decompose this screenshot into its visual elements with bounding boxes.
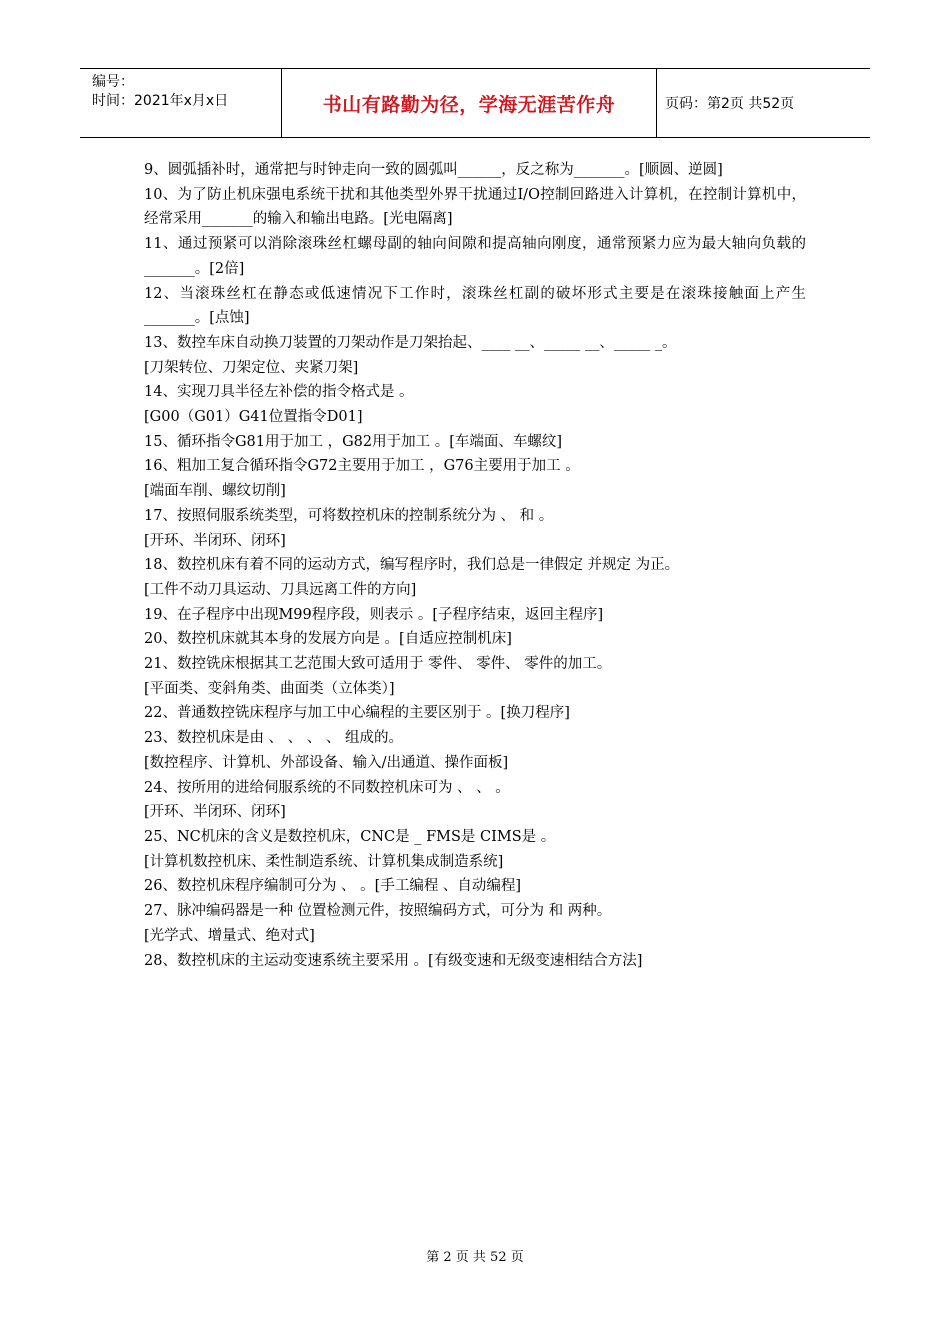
answer-line: [G00（G01）G41位置指令D01] [144, 409, 363, 426]
answer-line: [光学式、增量式、绝对式] [144, 927, 315, 944]
question-line: 15、循环指令G81用于加工 ，G82用于加工 。[车端面、车螺纹] [144, 433, 563, 450]
question-line: 10、为了防止机床强电系统干扰和其他类型外界干扰通过I/O控制回路进入计算机，在控制计算机中，经常采用_______的输入和输出电路。[光电隔离] [144, 186, 806, 228]
header-page-cell [657, 69, 870, 137]
number-label: 编号： [92, 74, 134, 90]
question-line: 20、数控机床就其本身的发展方向是 。[自适应控制机床] [144, 631, 512, 648]
question-list [144, 158, 806, 973]
answer-line: [数控程序、计算机、外部设备、输入/出通道、操作面板] [144, 754, 509, 771]
motto-text: 书山有路勤为径，学海无涯苦作舟 [322, 93, 616, 116]
answer-line: [工件不动刀具运动、刀具远离工件的方向] [144, 581, 417, 598]
answer-line: [开环、半闭环、闭环] [144, 532, 286, 549]
answer-line: [开环、半闭环、闭环] [144, 804, 286, 821]
question-line: 22、普通数控铣床程序与加工中心编程的主要区别于 。[换刀程序] [144, 705, 570, 722]
header-meta-cell [80, 69, 282, 137]
answer-line: [计算机数控机床、柔性制造系统、计算机集成制造系统] [144, 853, 504, 870]
question-line: 25、NC机床的含义是数控机床，CNC是 _ FMS是 CIMS是 。 [144, 828, 556, 845]
question-line: 11、通过预紧可以消除滚珠丝杠螺母副的轴向间隙和提高轴向刚度，通常预紧力应为最大轴向负载的_______。[2倍] [144, 236, 806, 277]
answer-line: [刀架转位、刀架定位、夹紧刀架] [144, 359, 359, 376]
question-line: 12、当滚珠丝杠在静态或低速情况下工作时，滚珠丝杠副的破坏形式主要是在滚珠接触面上产生_______。[点蚀] [144, 285, 806, 327]
page-info: 页码：第2页 共52页 [665, 96, 795, 112]
question-line: 14、实现刀具半径左补偿的指令格式是 。 [144, 384, 414, 401]
question-line: 21、数控铣床根据其工艺范围大致可适用于 零件、 零件、 零件的加工。 [144, 656, 612, 673]
answer-line: [端面车削、螺纹切削] [144, 483, 286, 500]
question-line: 19、在子程序中出现M99程序段，则表示 。[子程序结束，返回主程序] [144, 606, 604, 623]
question-line: 13、数控车床自动换刀装置的刀架动作是刀架抬起、____ __、_____ __、_____ _。 [144, 334, 677, 351]
question-line: 18、数控机床有着不同的运动方式，编写程序时，我们总是一律假定 并规定 为正。 [144, 557, 680, 574]
question-line: 24、按所用的进给伺服系统的不同数控机床可为 、 、 。 [144, 779, 510, 796]
document-header [80, 68, 870, 138]
date-label: 时间：2021年x月x日 [92, 93, 229, 109]
question-line: 16、粗加工复合循环指令G72主要用于加工 ，G76主要用于加工 。 [144, 458, 580, 475]
question-line: 17、按照伺服系统类型，可将数控机床的控制系统分为 、 和 。 [144, 507, 554, 524]
answer-line: [平面类、变斜角类、曲面类（立体类）] [144, 680, 395, 697]
question-line: 26、数控机床程序编制可分为 、 。[手工编程 、自动编程] [144, 878, 522, 895]
page-footer: 第 2 页 共 52 页 [426, 1250, 524, 1265]
question-line: 9、圆弧插补时，通常把与时钟走向一致的圆弧叫______，反之称为_______。[顺圆、逆圆] [144, 162, 723, 178]
question-line: 27、脉冲编码器是一种 位置检测元件，按照编码方式，可分为 和 两种。 [144, 903, 612, 920]
header-motto-cell [282, 69, 657, 137]
question-line: 23、数控机床是由 、 、 、 、 组成的。 [144, 730, 403, 747]
question-line: 28、数控机床的主运动变速系统主要采用 。[有级变速和无级变速相结合方法] [144, 952, 643, 969]
